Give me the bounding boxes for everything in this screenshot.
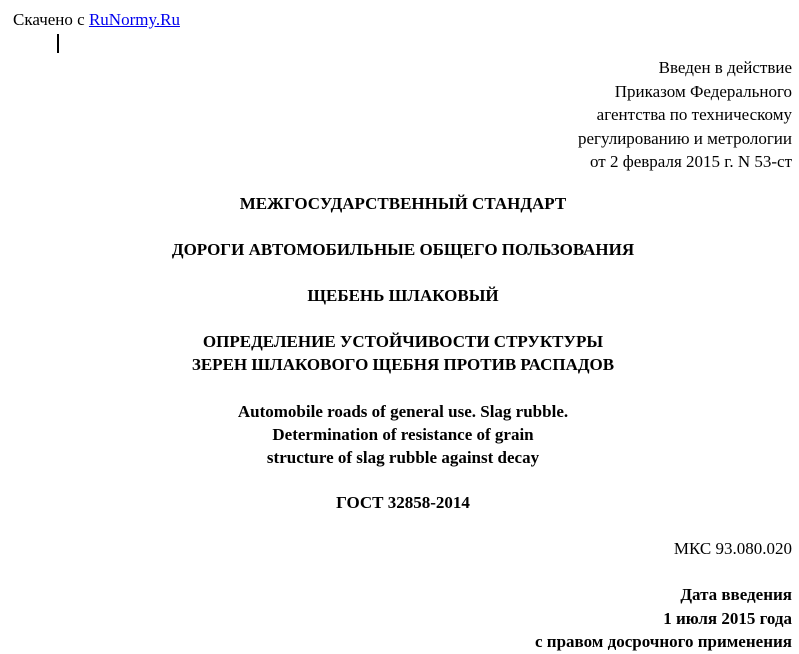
- english-title-line: Determination of resistance of grain: [272, 425, 534, 444]
- introduction-line: с правом досрочного применения: [534, 632, 792, 651]
- heading-method-line: ОПРЕДЕЛЕНИЕ УСТОЙЧИВОСТИ СТРУКТУРЫ: [202, 332, 604, 351]
- heading-method-line: ЗЕРЕН ШЛАКОВОГО ЩЕБНЯ ПРОТИВ РАСПАДОВ: [191, 355, 615, 374]
- gost-number: ГОСТ 32858-2014: [336, 493, 470, 512]
- heading-slag-rubble: ЩЕБЕНЬ ШЛАКОВЫЙ: [307, 286, 499, 305]
- approval-line: от 2 февраля 2015 г. N 53-ст: [589, 152, 792, 171]
- english-title-line: structure of slag rubble against decay: [266, 448, 540, 467]
- english-title-line: Automobile roads of general use. Slag rubble.: [237, 402, 569, 421]
- text-cursor: [57, 34, 59, 53]
- heading-english-title: [0, 400, 799, 469]
- approval-line: агентства по техническому: [596, 105, 792, 124]
- approval-line: Введен в действие: [658, 58, 792, 77]
- introduction-line: Дата введения: [680, 585, 792, 604]
- approval-line: Приказом Федерального: [614, 81, 792, 101]
- introduction-line: 1 июля 2015 года: [663, 608, 792, 628]
- heading-method: [0, 330, 799, 376]
- approval-block: [578, 56, 792, 174]
- source-prefix: Скачено с: [13, 10, 85, 29]
- introduction-date-block: [535, 583, 792, 654]
- approval-line: регулированию и метрологии: [577, 128, 792, 148]
- source-link[interactable]: RuNormy.Ru: [88, 10, 180, 29]
- heading-roads: ДОРОГИ АВТОМОБИЛЬНЫЕ ОБЩЕГО ПОЛЬЗОВАНИЯ: [171, 240, 635, 259]
- source-line: [13, 10, 180, 30]
- mks-code: МКС 93.080.020: [673, 539, 792, 558]
- heading-interstate-standard: МЕЖГОСУДАРСТВЕННЫЙ СТАНДАРТ: [239, 194, 567, 213]
